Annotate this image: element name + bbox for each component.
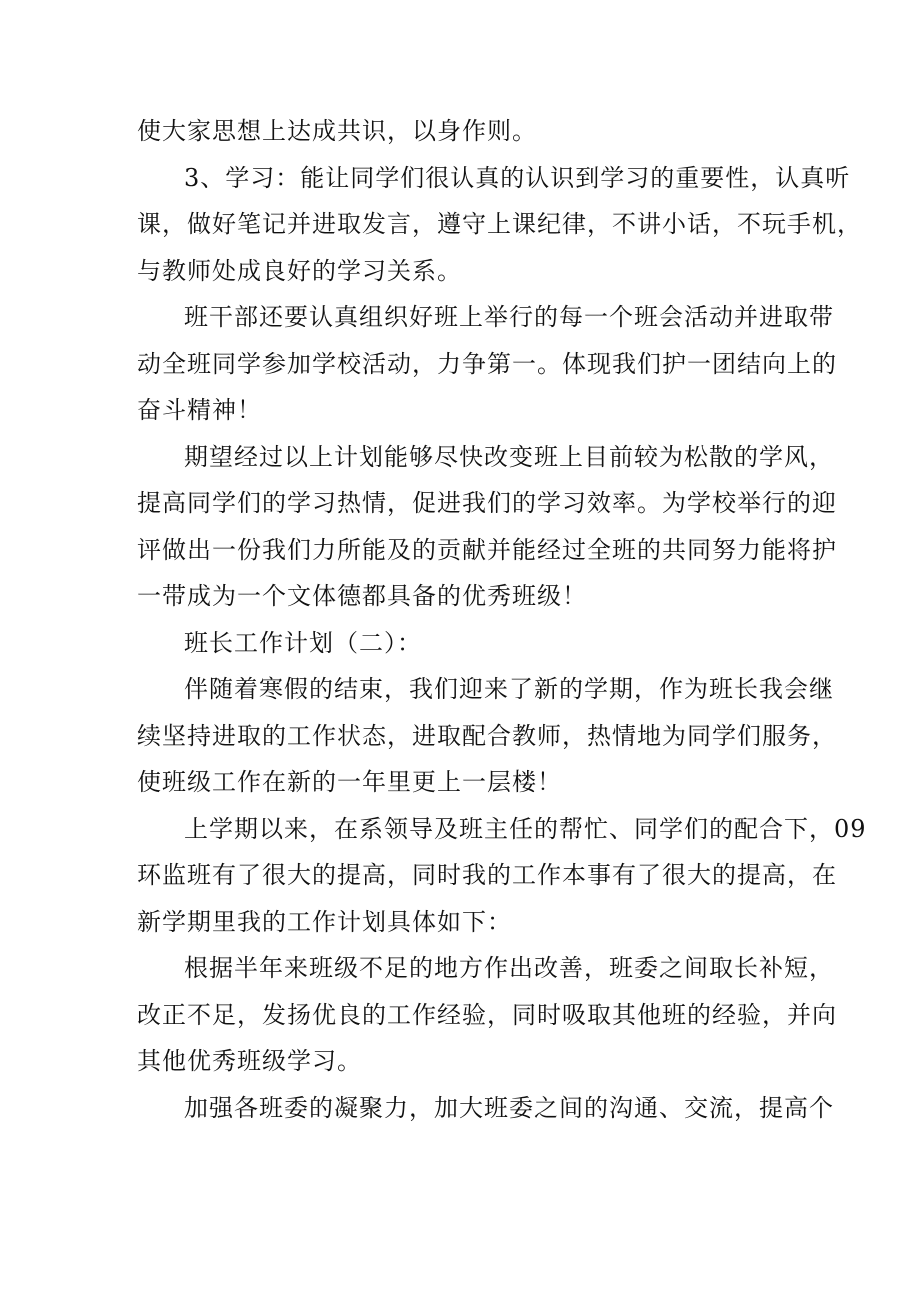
text-line: 新学期里我的工作计划具体如下： — [137, 907, 512, 936]
paragraph — [137, 434, 837, 620]
text-line: 提高同学们的学习热情，促进我们的学习效率。为学校举行的迎 — [137, 489, 837, 517]
text-line: 使大家思想上达成共识，以身作则。 — [137, 117, 537, 145]
text-line: 改正不足，发扬优良的工作经验，同时吸取其他班的经验，并向 — [137, 1000, 837, 1029]
paragraph — [137, 945, 837, 1085]
text-line: 动全班同学参加学校活动，力争第一。体现我们护一团结向上的 — [137, 349, 837, 378]
text-line: 班长工作计划（二）： — [184, 628, 422, 657]
text-line: 与教师处成良好的学习关系。 — [137, 256, 462, 285]
text-line: 班干部还要认真组织好班上举行的每一个班会活动并进取带 — [184, 303, 834, 331]
text-line: 伴随着寒假的结束，我们迎来了新的学期，作为班长我会继 — [184, 675, 834, 703]
section-heading — [137, 620, 793, 667]
paragraph — [137, 806, 867, 946]
text-line: 评做出一份我们力所能及的贡献并能经过全班的共同努力能将护 — [137, 535, 837, 564]
text-line: 使班级工作在新的一年里更上一层楼！ — [137, 768, 562, 796]
text-line: 3、学习：能让同学们很认真的认识到学习的重要性，认真听 — [184, 163, 851, 192]
paragraph — [137, 155, 862, 295]
paragraph — [137, 1085, 834, 1132]
text-line: 期望经过以上计划能够尽快改变班上目前较为松散的学风， — [184, 442, 834, 471]
text-line: 根据半年来班级不足的地方作出改善，班委之间取长补短， — [184, 954, 834, 982]
text-line: 加强各班委的凝聚力，加大班委之间的沟通、交流，提高个 — [184, 1093, 834, 1122]
document-body — [137, 108, 867, 1131]
text-line: 一带成为一个文体德都具备的优秀班级！ — [137, 582, 587, 610]
text-line: 续坚持进取的工作状态，进取配合教师，热情地为同学们服务， — [137, 721, 837, 750]
text-line: 环监班有了很大的提高，同时我的工作本事有了很大的提高，在 — [137, 861, 837, 889]
text-line: 奋斗精神！ — [137, 396, 262, 424]
text-line: 上学期以来，在系领导及班主任的帮忙、同学们的配合下，09 — [184, 814, 867, 843]
paragraph — [137, 294, 837, 434]
text-line: 其他优秀班级学习。 — [137, 1047, 362, 1075]
text-line: 课，做好笔记并进取发言，遵守上课纪律，不讲小话，不玩手机， — [137, 210, 862, 238]
paragraph — [137, 108, 793, 155]
paragraph — [137, 666, 837, 806]
